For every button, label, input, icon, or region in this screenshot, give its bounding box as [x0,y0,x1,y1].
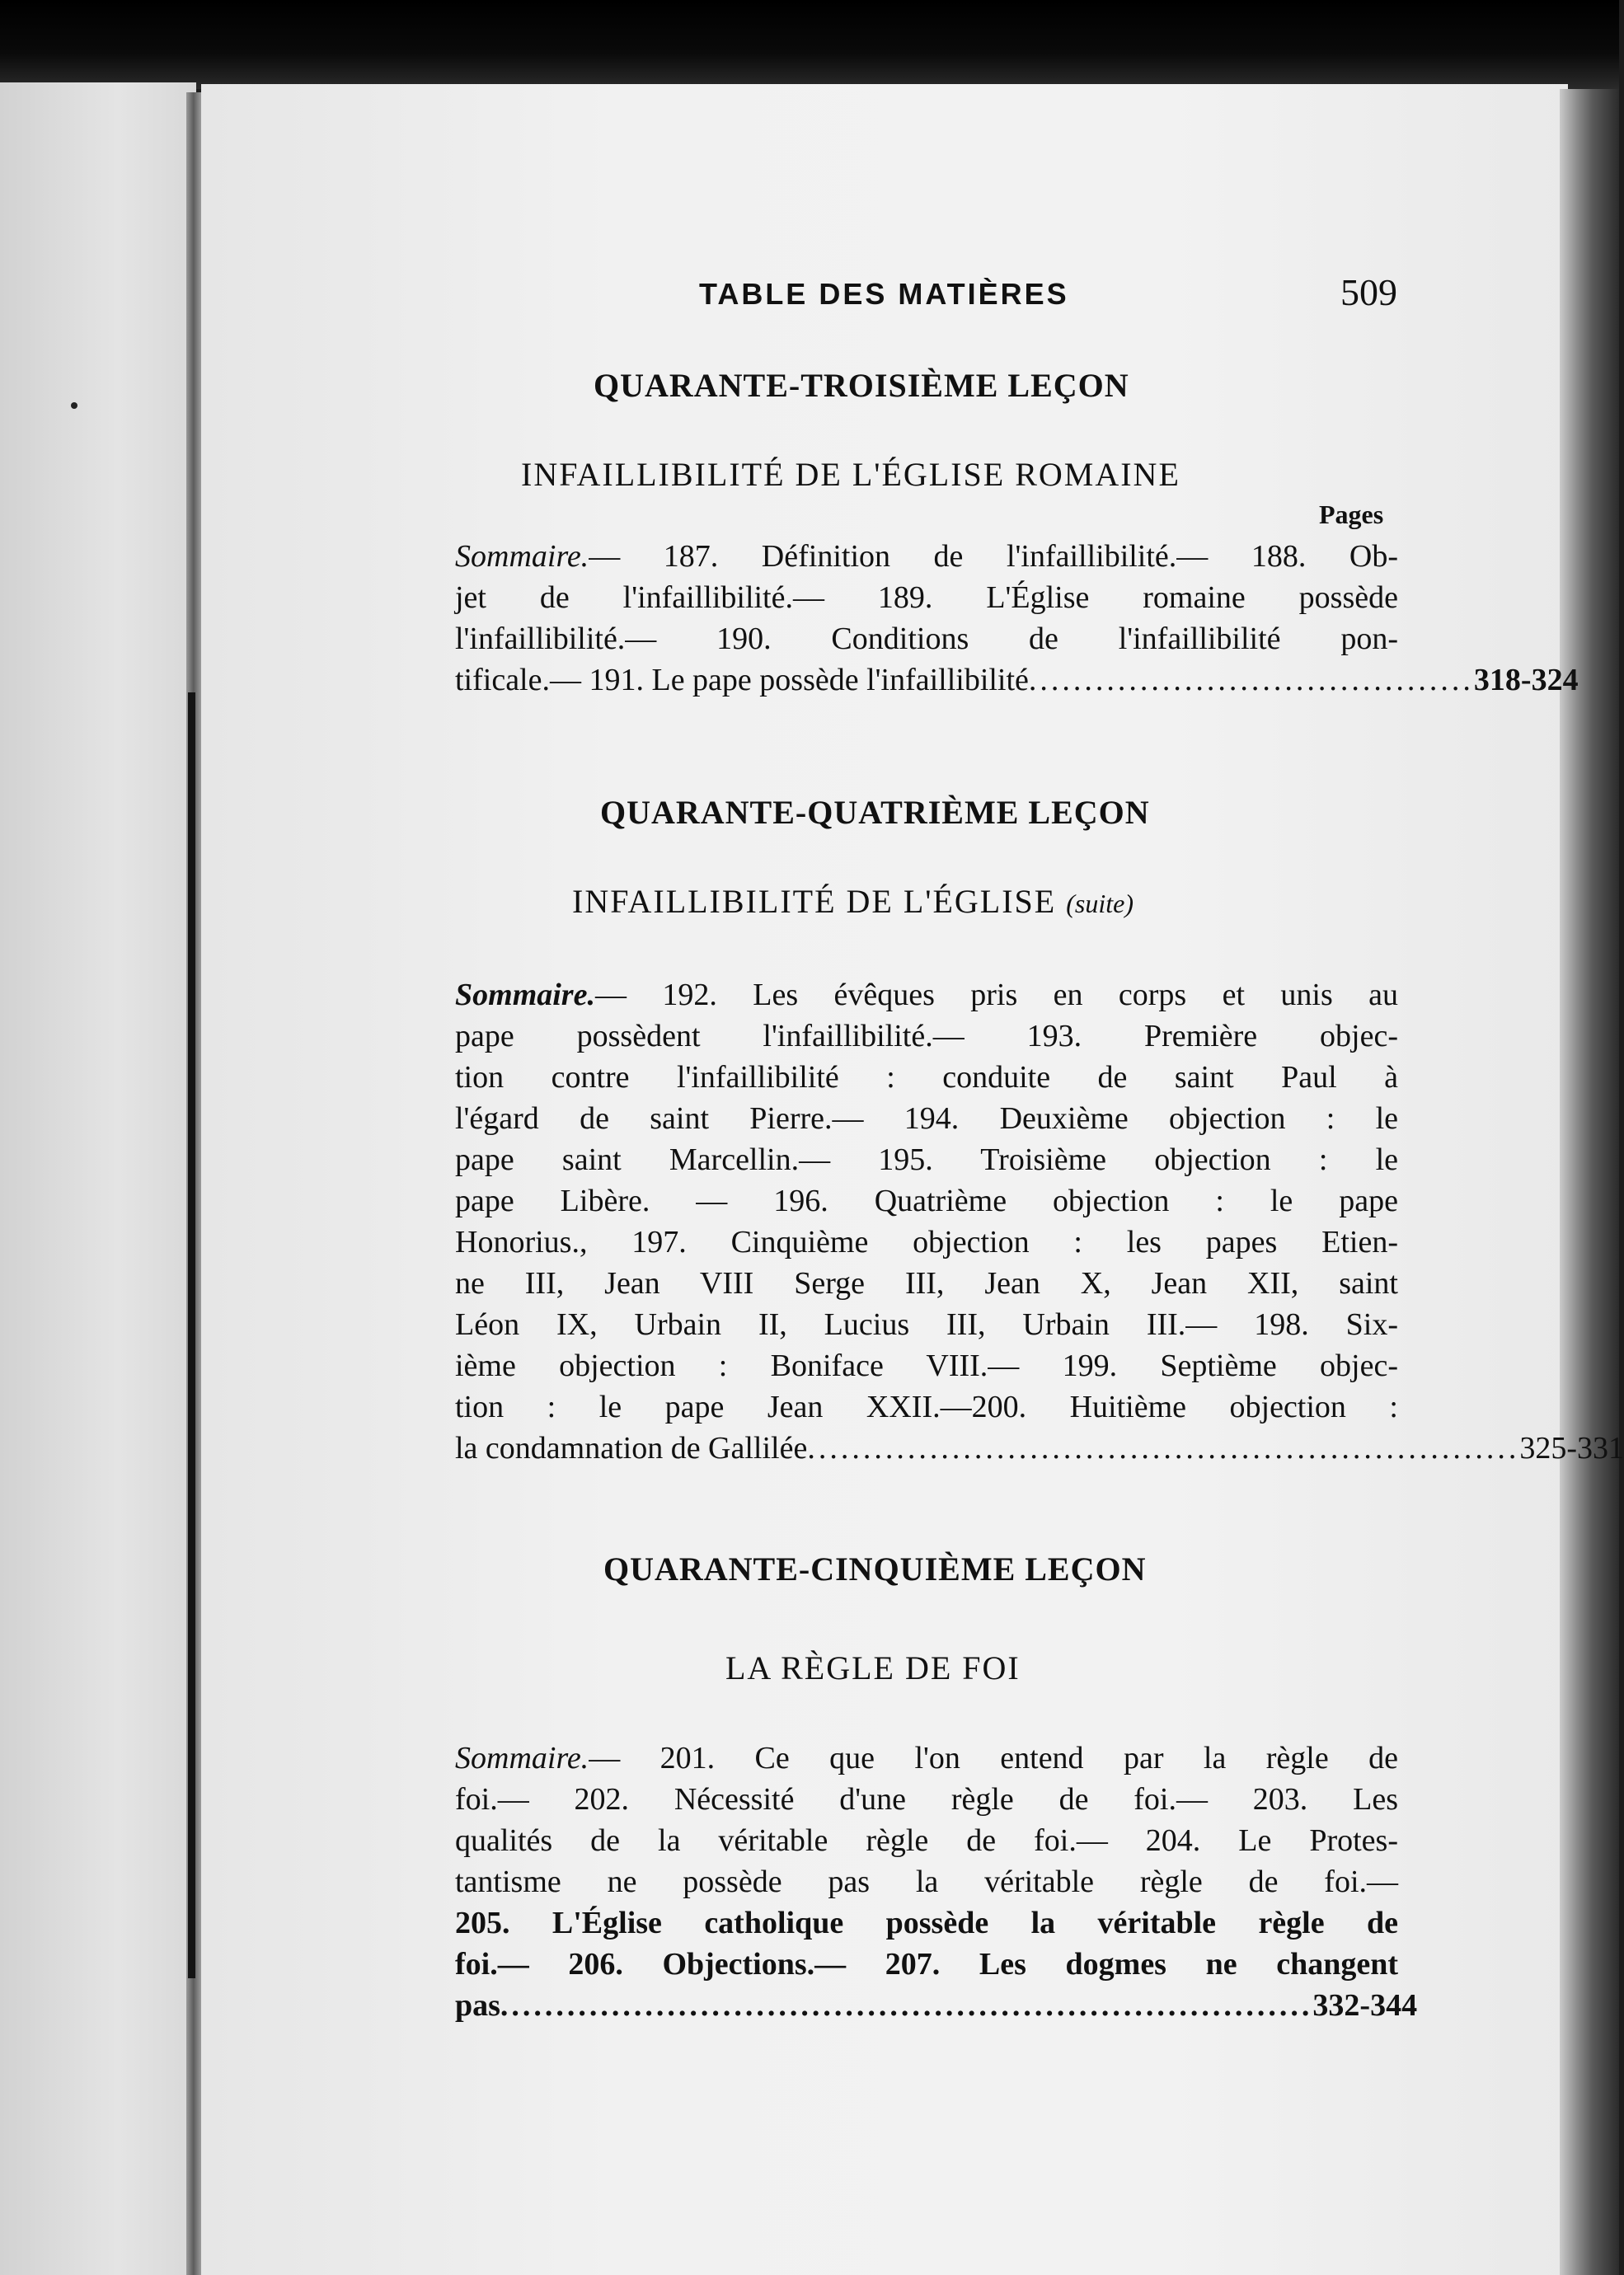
summary-line: jet de l'infaillibilité.— 189. L'Église romaine possède [455,580,1398,615]
summary-line: Sommaire.— 201. Ce que l'on entend par la règle de [455,1741,1398,1775]
lesson-subject [725,1649,1021,1687]
summary-label: Sommaire. [455,978,595,1012]
summary-line: tantisme ne possède pas la véritable règle de foi.— [455,1865,1398,1899]
summary-line: pape saint Marcellin.— 195. Troisième objection : le [455,1142,1398,1177]
summary-line: foi.— 202. Nécessité d'une règle de foi.— 203. Les [455,1782,1398,1817]
subject-text: INFAILLIBILITÉ DE L'ÉGLISE [572,883,1057,920]
summary-line: foi.— 206. Objections.— 207. Les dogmes ne changent [455,1947,1398,1982]
summary-line: tion : le pape Jean XXII.—200. Huitième objection : [455,1390,1398,1424]
page-range: 318-324 [1473,663,1579,697]
summary-line: tion contre l'infaillibilité : conduite de saint Paul à [455,1060,1398,1095]
subject-suffix: (suite) [1066,889,1134,918]
lesson-summary [455,974,1624,1469]
summary-line-last: pas ......................................................................... 332-344 [455,1985,1398,2026]
page-range: 325-331 [1519,1431,1624,1466]
lesson-title: QUARANTE-QUATRIÈME LEÇON [600,794,1150,831]
page-number: 509 [1340,271,1397,313]
page-edge-shadow [1560,89,1619,2275]
lesson-subject [521,455,1180,494]
lesson-title: QUARANTE-TROISIÈME LEÇON [594,367,1129,404]
summary-line: qualités de la véritable règle de foi.— 204. Le Protes- [455,1823,1398,1858]
summary-line: Honorius., 197. Cinquième objection : les papes Etien- [455,1225,1398,1259]
lesson-summary [455,536,1579,701]
page-range: 332-344 [1312,1988,1418,2023]
leader-dots: ......................................................................... [500,1988,1313,2023]
summary-line: Sommaire.— 192. Les évêques pris en corps et unis au [455,978,1398,1012]
summary-line: l'infaillibilité.— 190. Conditions de l'infaillibilité pon- [455,622,1398,656]
lesson-subject [572,882,1134,921]
summary-line: ième objection : Boniface VIII.— 199. Septième objec- [455,1349,1398,1383]
lesson-summary [455,1738,1418,2026]
summary-label: Sommaire. [455,1741,589,1775]
subject-text: LA RÈGLE DE FOI [725,1649,1021,1686]
facing-page-edge [0,82,196,2275]
subject-text: INFAILLIBILITÉ DE L'ÉGLISE ROMAINE [521,456,1180,493]
summary-line-last: tificale.— 191. Le pape possède l'infaillibilité ........................................ 318-324 [455,659,1398,701]
summary-line: Sommaire.— 187. Définition de l'infaillibilité.— 188. Ob- [455,539,1398,574]
gutter-shadow [188,692,195,1978]
summary-label: Sommaire. [455,539,589,574]
leader-dots: ................................................................ [807,1431,1520,1466]
summary-line: l'égard de saint Pierre.— 194. Deuxième objection : le [455,1101,1398,1136]
summary-line: ne III, Jean VIII Serge III, Jean X, Jean XII, saint [455,1266,1398,1301]
lesson-title: QUARANTE-CINQUIÈME LEÇON [603,1550,1147,1588]
summary-line: pape Libère. — 196. Quatrième objection : le pape [455,1184,1398,1218]
pages-column-label: Pages [1319,500,1384,529]
summary-line: Léon IX, Urbain II, Lucius III, Urbain III.— 198. Six- [455,1307,1398,1342]
summary-line-last: la condamnation de Gallilée ................................................................ 325-331 [455,1428,1398,1469]
leader-dots: ........................................ [1028,663,1474,697]
summary-line: 205. L'Église catholique possède la véritable règle de [455,1906,1398,1940]
scan-top-shadow [0,0,1619,89]
summary-line: pape possèdent l'infaillibilité.— 193. Première objec- [455,1019,1398,1053]
ink-speck [71,402,77,409]
running-head: TABLE DES MATIÈRES [699,277,1069,311]
